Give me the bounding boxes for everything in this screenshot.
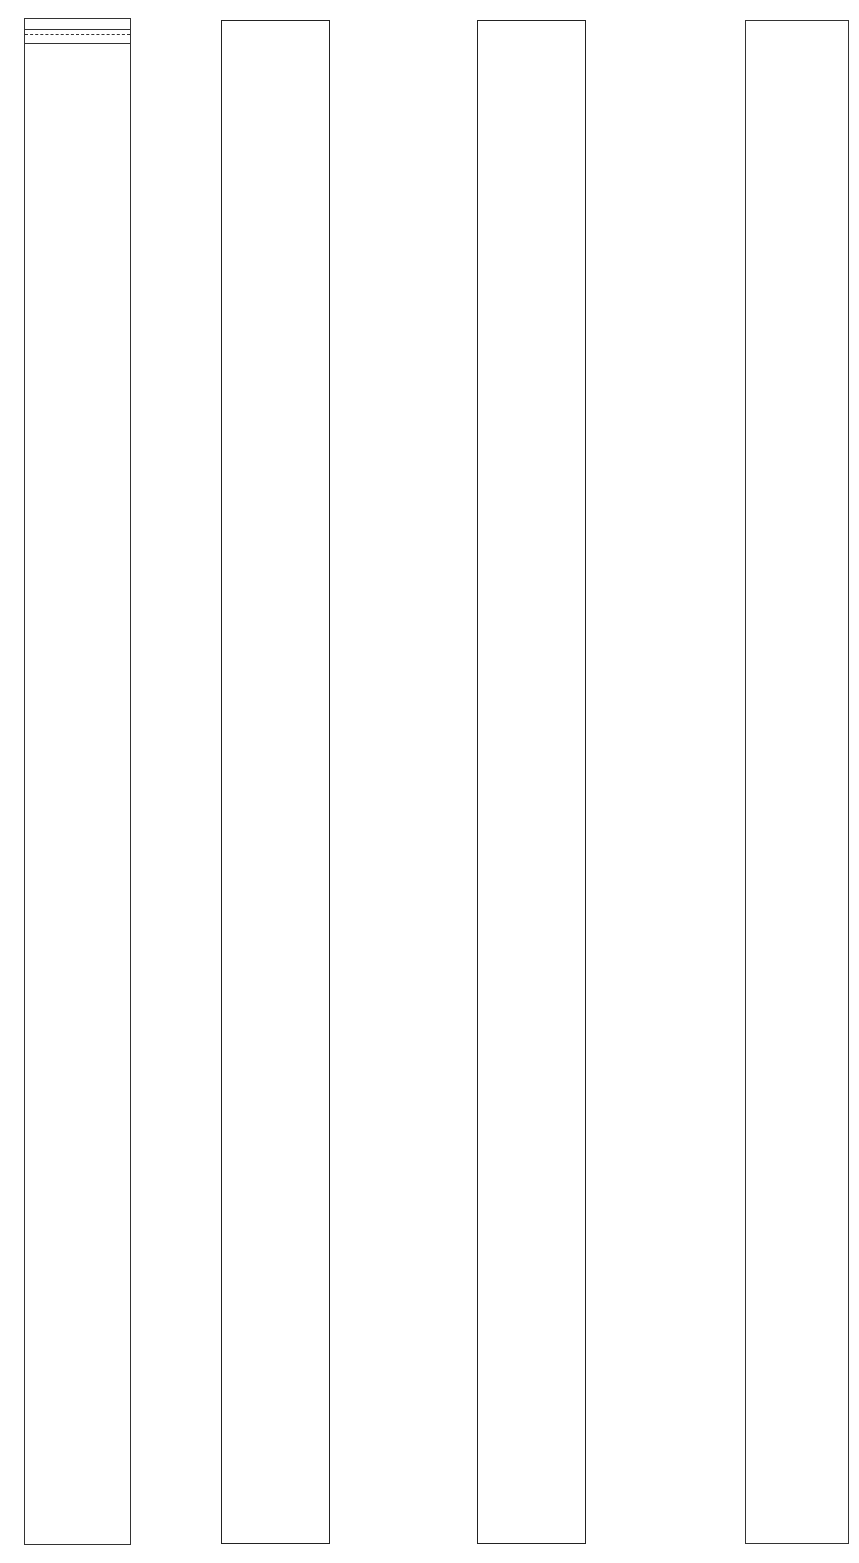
complaint-note (746, 26, 848, 29)
important-notice (25, 43, 130, 44)
slogan-banner-right (477, 20, 586, 1544)
divider (25, 34, 130, 35)
hotline-title (25, 19, 130, 30)
right-column (745, 20, 849, 1544)
slogan-banner-left (221, 20, 330, 1544)
left-column (24, 18, 131, 1545)
